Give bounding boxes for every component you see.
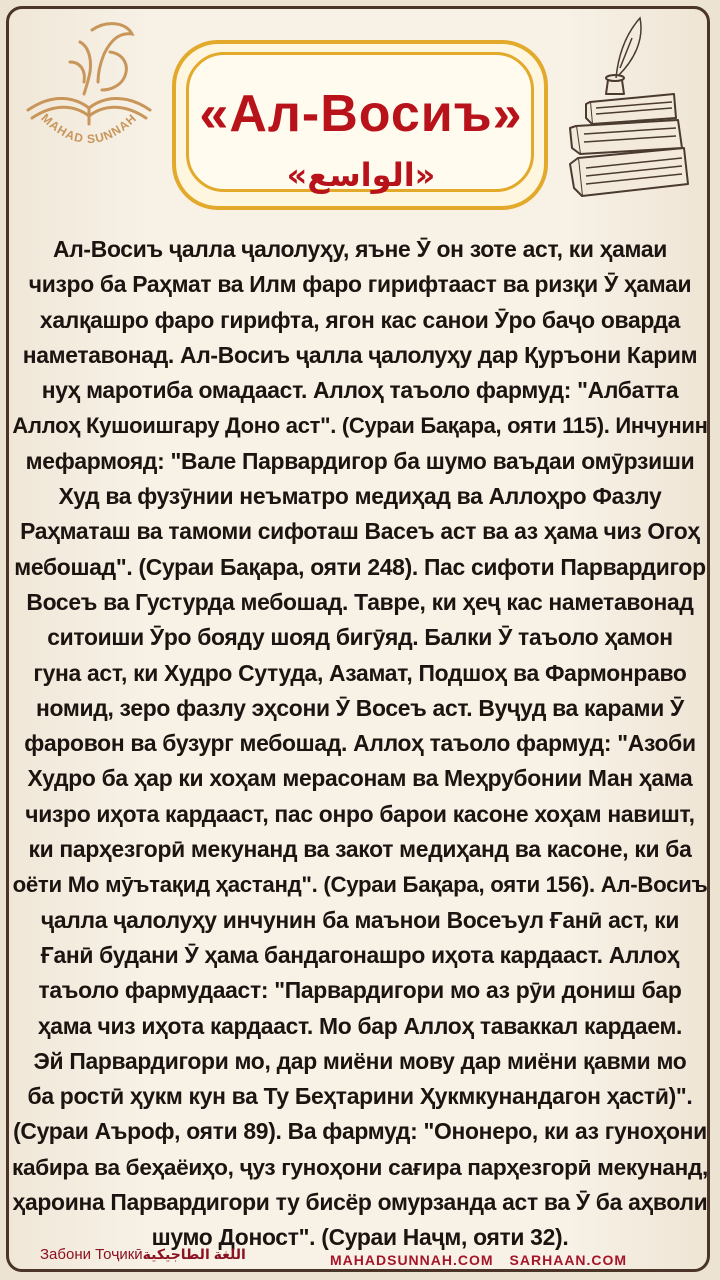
body-line: чизро ба Раҳмат ва Илм фаро гирифтааст ва ризқи Ӯ ҳамаи: [28, 271, 692, 298]
body-line: наметавонад. Ал-Восиъ ҷалла ҷалолуҳу дар Қуръони Карим: [22, 341, 698, 368]
body-line: ситоиши Ӯро бояду шояд бигӯяд. Балки Ӯ таъоло ҳамон: [47, 624, 673, 651]
footer-language-arabic: اللغة الطاجيكية: [142, 1246, 246, 1262]
article-body: [10, 232, 710, 1256]
body-line: халқашро фаро гирифта, ягон кас санои Ӯро баҷо оварда: [39, 306, 681, 333]
page-title-arabic: «الواسع»: [286, 156, 436, 194]
body-line: шумо Доност". (Сураи Наҷм, ояти 32).: [151, 1224, 569, 1251]
book-calligraphy-logo-icon: [14, 12, 164, 162]
footer-sites: [330, 1252, 627, 1268]
body-line: Худро ба ҳар ки хоҳам мерасонам ва Меҳрубонии Ман ҳама: [27, 765, 693, 792]
body-line: номид, зеро фазлу эҳсони Ӯ Восеъ аст. Вуҷуд ва карами Ӯ: [36, 694, 684, 721]
footer-language: [40, 1246, 246, 1263]
body-line: ҳароина Парвардигори ту бисёр омурзанда аст ва Ӯ ба аҳволи: [12, 1189, 708, 1216]
title-banner: [172, 40, 550, 212]
logo-text: MAHAD SUNNAH: [38, 110, 140, 147]
body-line: Аллоҳ Кушоишгару Доно аст". (Сураи Бақара, ояти 115). Инчунин: [12, 413, 708, 439]
footer-site-sarhaan[interactable]: SARHAAN.COM: [509, 1252, 628, 1268]
body-line: нуҳ маротиба омадааст. Аллоҳ таъоло фармуд: "Албатта: [41, 377, 679, 404]
body-line: Ал-Восиъ ҷалла ҷалолуҳу, яъне Ӯ он зоте аст, ки ҳамаи: [53, 236, 667, 262]
body-line: Эй Парвардигори мо, дар миёни мову дар миёни қавми мо: [33, 1047, 687, 1074]
body-line: кабира ва беҳаёиҳо, ҷуз гуноҳони сағира парҳезгорӣ мекунанд,: [11, 1154, 709, 1180]
body-line: мебошад". (Сураи Бақара, ояти 248). Пас сифоти Парвардигор: [14, 553, 706, 580]
body-line: Восеъ ва Густурда мебошад. Тавре, ки ҳеҷ кас наметавонад: [26, 588, 694, 615]
footer-site-mahadsunnah[interactable]: MAHADSUNNAH.COM: [330, 1252, 494, 1268]
body-line: ба ростӣ ҳукм кун ва Ту Беҳтарини Ҳукмкунандагон ҳастӣ)".: [27, 1083, 693, 1110]
page-title: «Ал-Восиъ»: [199, 85, 523, 143]
body-line: ҷалла ҷалолуҳу инчунин ба маънои Восеъул Ғанӣ аст, ки: [40, 906, 680, 933]
body-line: (Сураи Аъроф, ояти 89). Ва фармуд: "Ононеро, ки аз гуноҳони: [13, 1118, 707, 1145]
body-line: Раҳматаш ва тамоми сифоташ Васеъ аст ва аз ҳама чиз Огоҳ: [20, 518, 700, 545]
body-line: таъоло фармудааст: "Парвардигори мо аз рӯи дониш бар: [38, 977, 682, 1004]
body-line: гуна аст, ки Худро Сутуда, Азамат, Подшоҳ ва Фармонраво: [33, 659, 687, 686]
body-line: мефармояд: "Вале Парвардигор ба шумо ваъдаи омӯрзиши: [25, 447, 695, 474]
body-line: чизро иҳота кардааст, пас онро барои касоне хоҳам навишт,: [25, 800, 695, 827]
body-line: ҳама чиз иҳота кардааст. Мо бар Аллоҳ таваккал кардаем.: [37, 1012, 683, 1039]
body-line: оёти Мо мӯътақид ҳастанд". (Сураи Бақара, ояти 156). Ал-Восиъ: [12, 872, 708, 898]
body-line: Худ ва фузӯнии неъматро медиҳад ва Аллоҳро Фазлу: [58, 483, 662, 510]
body-line: Ғанӣ будани Ӯ ҳама бандагонашро иҳота кардааст. Аллоҳ: [40, 941, 680, 968]
books-quill-inkwell-icon: [556, 8, 706, 213]
body-line: ки парҳезгорӣ мекунанд ва закот медиҳанд ва касоне, ки ба: [28, 836, 692, 863]
footer-language-label: Забони Тоҷикӣ: [40, 1246, 143, 1263]
body-line: фаровон ва бузург мебошад. Аллоҳ таъоло фармуд: "Азоби: [24, 730, 696, 757]
